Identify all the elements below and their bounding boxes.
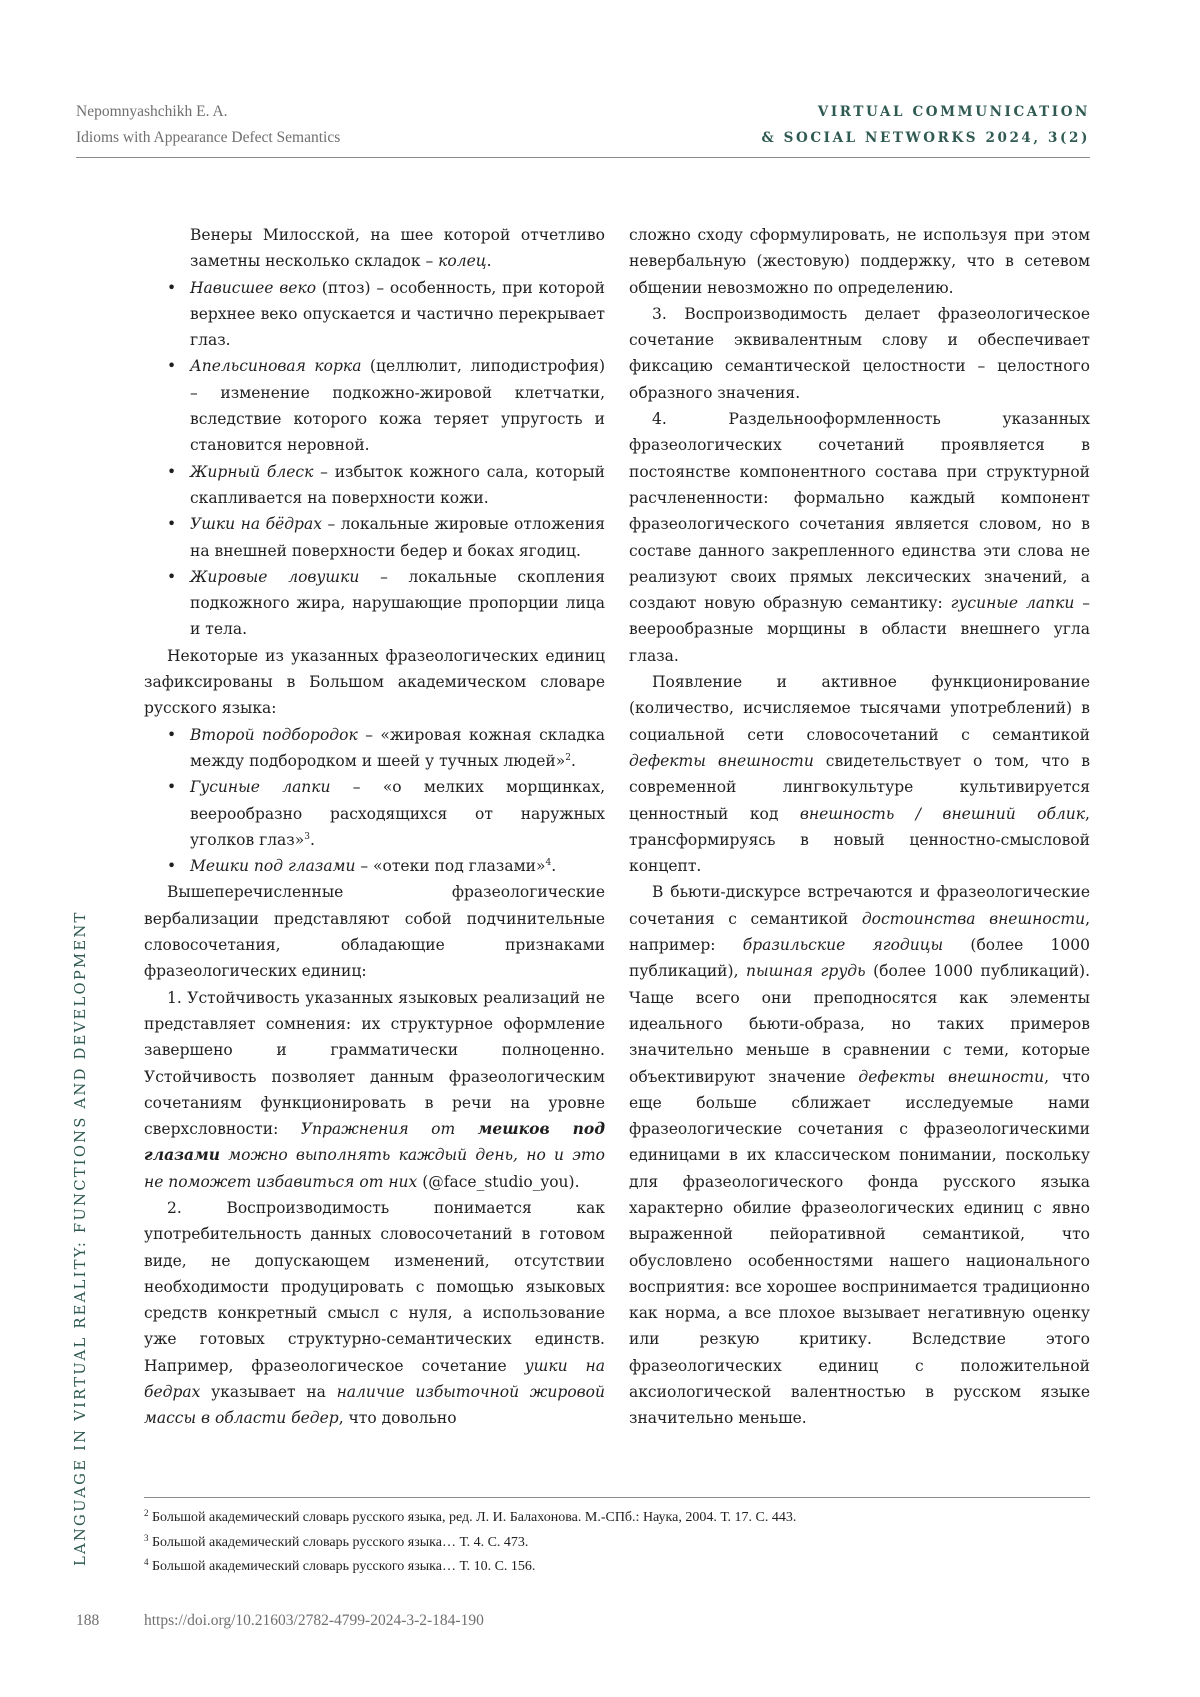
text-run: 1. Устойчивость указанных языковых реализаций не представляет сомнения: их структурное оформление завершено и грамматически полноценно. Устойчивость позволяет данным фразеологическим сочетаниям функционировать в речи на уровне сверхсловности:: [144, 988, 605, 1139]
header-divider: [76, 157, 1090, 158]
appearance-defects-list: [144, 275, 605, 643]
paragraph: Вышеперечисленные фразеологические вербализации представляют собой подчинительные словосочетания, обладающие признаками фразеологических единиц:: [144, 883, 605, 981]
idiom-definition: (птоз) – особенность, при которой верхнее веко опускается и частично перекрывает глаз.: [190, 278, 605, 350]
idiom-definition: – «отеки под глазами»: [355, 857, 546, 876]
footnote-number: 4: [144, 1557, 149, 1567]
idiom-term: Ушки на бёдрах: [190, 515, 322, 534]
footnote-text: Большой академический словарь русского языка… Т. 4. С. 473.: [152, 1534, 529, 1550]
idiom-definition: – локальные жировые отложения на внешней поверхности бедер и боках ягодиц.: [190, 515, 605, 560]
idiom-term: Гусиные лапки: [190, 778, 331, 797]
journal-title-line1: VIRTUAL COMMUNICATION: [817, 104, 1090, 120]
example-italic: внешность / внешний облик: [799, 804, 1086, 823]
idiom-term: Мешки под глазами: [190, 857, 356, 876]
footnote-ref: 3: [304, 831, 310, 842]
idiom-definition: – «жировая кожная складка между подбородком и шеей у тучных людей»: [190, 725, 605, 770]
footnote: [144, 1531, 1090, 1556]
idiom-term: Нависшее веко: [190, 278, 317, 297]
idiom-definition: – «о мелких морщинках, веерообразно расходящихся от наружных уголков глаз»: [190, 778, 605, 849]
text-run: .: [551, 857, 557, 876]
text-run: .: [309, 830, 315, 849]
footnote-text: Большой академический словарь русского языка… Т. 10. С. 156.: [152, 1559, 536, 1574]
example-italic: Упражнения от: [300, 1120, 478, 1139]
idiom-definition: (целлюлит, липодистрофия) – изменение подкожно-жировой клетчатки, вследствие которого кожа теряет упругость и становится неровной.: [190, 357, 605, 455]
text-run: (@face_studio_you).: [417, 1172, 580, 1191]
right-column: [629, 222, 1090, 1432]
dictionary-list: [144, 722, 605, 880]
paragraph: [629, 669, 1090, 879]
list-item: [190, 459, 605, 512]
journal-title-line2: & SOCIAL NETWORKS 2024, 3(2): [761, 130, 1090, 146]
text-run: , например:: [629, 909, 1091, 955]
footnote: [144, 1506, 1090, 1531]
example-italic: бразильские ягодицы: [742, 936, 944, 955]
properties-list: [144, 985, 605, 1432]
footnotes: [144, 1506, 1090, 1580]
example-italic: ушки на бедрах: [144, 1356, 605, 1402]
text-run: , что довольно: [338, 1409, 457, 1428]
idiom-definition: – избыток кожного сала, который скапливается на поверхности кожи.: [190, 462, 605, 507]
list-item: [190, 774, 605, 853]
running-header-left: [76, 99, 340, 151]
text-run: .: [570, 751, 576, 770]
text-run: , трансформируясь в новый ценностно-смысловой концепт.: [629, 804, 1090, 876]
example-bold-italic: мешков под глазами: [144, 1119, 605, 1165]
idiom-term: Апельсиновая корка: [190, 357, 362, 376]
idiom-definition: – локальные скопления подкожного жира, нарушающие пропорции лица и тела.: [190, 567, 605, 639]
footnote-number: 3: [144, 1532, 149, 1543]
idiom-term: Второй подбородок: [190, 725, 358, 744]
paragraph: Некоторые из указанных фразеологических единиц зафиксированы в Большом академическом словаре русского языка:: [144, 646, 605, 718]
text-run: указывает на: [200, 1383, 337, 1402]
article-title: Idioms with Appearance Defect Semantics: [76, 129, 341, 146]
text-run: В бьюти-дискурсе встречаются и фразеологические сочетания с семантикой: [629, 883, 1090, 928]
text-run: (более 1000 публикаций),: [629, 936, 1091, 981]
idiom-term: Жирный блеск: [190, 462, 314, 481]
paragraph: [629, 879, 1090, 1431]
text-run: Появление и активное функционирование (количество, исчисляемое тысячами употреблений) в социальной сети словосочетаний с семантикой: [629, 673, 1090, 744]
example-italic: наличие избыточной жировой массы в области бедер: [144, 1383, 605, 1428]
idiom-term: Жировые ловушки: [190, 567, 360, 586]
text-run: – веерообразные морщины в области внешнего угла глаза.: [629, 594, 1090, 665]
text-run: 4. Раздельнооформленность указанных фразеологических сочетаний проявляется в постоянстве компонентного состава при структурной расчлененности: формально каждый компонент фразеологического сочетания является словом, но в составе данного закрепленного единства эти слова не реализуют своих прямых лексических значений, а создают новую образную семантику:: [629, 410, 1090, 613]
numbered-item: [629, 406, 1090, 669]
footnote-divider: [144, 1497, 1090, 1498]
list-item: [190, 353, 605, 458]
italic-term: колец: [438, 252, 487, 271]
text-run: (более 1000 публикаций). Чаще всего они преподносятся как элементы идеального бьюти-образа, но таких примеров значительно меньше в сравнении с теми, которые объективируют значение: [629, 962, 1090, 1086]
footnote-ref: 4: [545, 858, 552, 869]
example-italic: гусиные лапки: [950, 594, 1075, 613]
example-italic: можно выполнять каждый день, но и это не поможет избавиться от них: [144, 1146, 605, 1191]
list-item: [190, 853, 605, 879]
page-number: 188: [76, 1612, 100, 1629]
doi-link[interactable]: https://doi.org/10.21603/2782-4799-2024-3-2-184-190: [144, 1612, 484, 1629]
left-column: [144, 222, 605, 1432]
text-run: , что еще больше сближает исследуемые нами фразеологические сочетания с фразеологическими единицами в их классическом понимании, поскольку для фразеологического фонда русского языка характерно обилие фразеологических единиц с явно выраженной пейоративной семантикой, что обусловлено особенностями нашего национального восприятия: все хорошее воспринимается традиционно как норма, а все плохое вызывает негативную оценку или резкую критику. Вследствие этого фразеологических единиц с положительной аксиологической валентностью в русском языке значительно меньше.: [629, 1067, 1090, 1428]
numbered-item: [144, 985, 605, 1195]
footnote-text: Большой академический словарь русского языка, ред. Л. И. Балахонова. М.-СПб.: Наука, 2004. Т. 17. С. 443.: [152, 1510, 797, 1525]
list-item: [190, 564, 605, 643]
author-name: Nepomnyashchikh E. A.: [76, 103, 228, 120]
text-run: Венеры Милосской, на шее которой отчетливо заметны несколько складок –: [190, 226, 605, 271]
text-run: 2. Воспроизводимость понимается как употребительность данных словосочетаний в готовом виде, не допускающем изменений, отсутствии необходимости продуцировать с помощью языковых средств конкретный смысл с нуля, а использование уже готовых структурно-семантических единств. Например, фразеологическое сочетание: [144, 1198, 605, 1375]
list-item: [190, 511, 605, 564]
list-item: [190, 275, 605, 354]
paragraph-continuation: Венеры Милосской, на шее которой отчетливо заметны несколько складок – колец.: [190, 226, 605, 271]
numbered-item: 3. Воспроизводимость делает фразеологическое сочетание эквивалентным слову и обеспечивает фиксацию семантической целостности – целостного образного значения.: [629, 304, 1090, 402]
text-run: свидетельствует о том, что в современной лингвокультуре культивируется ценностный код: [629, 751, 1091, 823]
example-italic: достоинства внешности: [861, 909, 1086, 928]
example-italic: дефекты внешности: [629, 751, 814, 770]
footnote-number: 2: [144, 1508, 149, 1518]
footnote-ref: 2: [565, 752, 571, 763]
section-side-label: LANGUAGE IN VIRTUAL REALITY: FUNCTIONS AND DEVELOPMENT: [72, 910, 89, 1566]
list-item: [190, 722, 605, 775]
journal-title: [762, 99, 1090, 151]
example-italic: дефекты внешности: [858, 1067, 1045, 1086]
numbered-item: [144, 1195, 605, 1432]
example-italic: пышная грудь: [746, 962, 866, 981]
paragraph-continuation: сложно сходу сформулировать, не используя при этом невербальную (жестовую) поддержку, что в сетевом общении невозможно по определению.: [629, 226, 1090, 297]
footnote: [144, 1555, 1090, 1580]
